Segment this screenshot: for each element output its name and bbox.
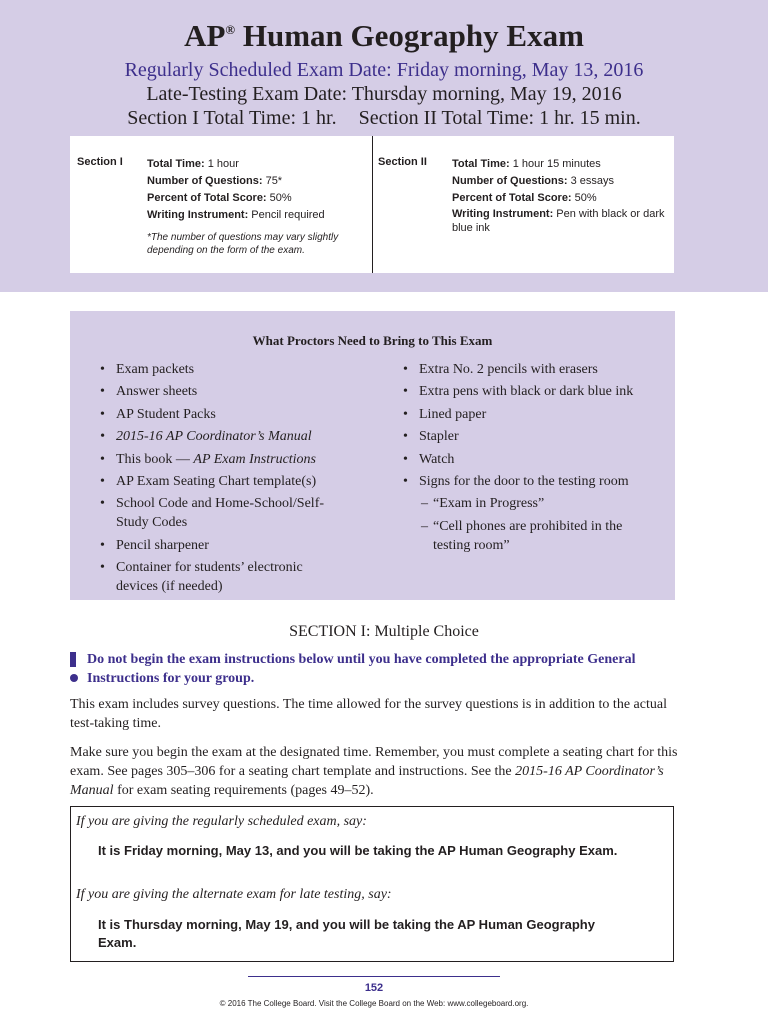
list-item: • AP Exam Seating Chart template(s) xyxy=(100,472,350,491)
say-script-box xyxy=(70,806,674,962)
say-text-late: It is Thursday morning, May 19, and you will be taking the AP Human Geography Exam. xyxy=(98,917,595,950)
title-ap: AP xyxy=(184,18,226,53)
list-item: • Stapler xyxy=(403,427,673,446)
list-item: • Pencil sharpener xyxy=(100,536,350,555)
section2-percent-row: Percent of Total Score: 50% xyxy=(452,192,597,204)
list-item: • 2015-16 AP Coordinator’s Manual xyxy=(100,427,350,446)
footer-divider xyxy=(248,976,500,977)
section1-note: *The number of questions may vary slightly depending on the form of the exam. xyxy=(147,232,339,256)
list-item: • Answer sheets xyxy=(100,382,350,401)
list-subitem: – “Cell phones are prohibited in the testing room” xyxy=(421,518,623,553)
section1-total-time: Section I Total Time: 1 hr. xyxy=(127,107,337,129)
list-item: • AP Student Packs xyxy=(100,405,350,424)
list-item: • Extra No. 2 pencils with erasers xyxy=(403,360,673,379)
section2-instrument-row: Writing Instrument: Pen with black or dark blue ink xyxy=(452,208,665,234)
say-intro-regular: If you are giving the regularly scheduled exam, say: xyxy=(76,814,367,829)
section-info-box xyxy=(70,136,674,273)
list-item: • Watch xyxy=(403,450,673,469)
list-item: • Signs for the door to the testing room xyxy=(403,472,673,491)
notice-bar-icon xyxy=(70,652,76,667)
late-exam-date: Late-Testing Exam Date: Thursday morning, May 19, 2016 xyxy=(146,83,622,105)
list-subitem: – “Exam in Progress” xyxy=(421,496,545,512)
registered-mark: ® xyxy=(225,22,236,37)
list-item: • Lined paper xyxy=(403,405,673,424)
proctor-list-left xyxy=(100,360,350,600)
list-item: • Extra pens with black or dark blue ink xyxy=(403,382,673,401)
list-item: • Exam packets xyxy=(100,360,350,379)
proctor-checklist-title: What Proctors Need to Bring to This Exam xyxy=(252,333,493,348)
section2-label: Section II xyxy=(378,156,427,168)
say-text-regular: It is Friday morning, May 13, and you will be taking the AP Human Geography Exam. xyxy=(98,843,618,858)
section-heading: SECTION I: Multiple Choice xyxy=(289,623,479,640)
section1-total-time-row: Total Time: 1 hour xyxy=(147,158,239,170)
page-number: 152 xyxy=(364,982,384,994)
proctor-list-right xyxy=(403,360,673,558)
list-item: • This book — AP Exam Instructions xyxy=(100,450,350,469)
survey-paragraph: This exam includes survey questions. The time allowed for the survey questions is in addition to the actual test-taking time. xyxy=(70,697,667,731)
say-intro-late: If you are giving the alternate exam for late testing, say: xyxy=(76,887,392,902)
copyright-notice: © 2016 The College Board. Visit the College Board on the Web: www.collegeboard.org. xyxy=(219,999,529,1008)
list-item: • Container for students’ electronic devices (if needed) xyxy=(100,558,348,596)
section2-questions-row: Number of Questions: 3 essays xyxy=(452,175,614,187)
section1-details xyxy=(147,156,369,257)
section2-total-time: Section II Total Time: 1 hr. 15 min. xyxy=(358,107,641,129)
section1-percent-row: Percent of Total Score: 50% xyxy=(147,192,292,204)
notice-text: Do not begin the exam instructions below until you have completed the appropriate General Instructions for your group. xyxy=(87,652,636,686)
seating-paragraph: Make sure you begin the exam at the designated time. Remember, you must complete a seating chart for this exam. See pages 305–306 for a seating chart template and instructions. See the 2015-16 AP Coordinator’s Manual for exam seating requirements (pages 49–52). xyxy=(70,745,678,798)
notice-dot-icon xyxy=(70,674,78,682)
title-rest: Human Geography Exam xyxy=(235,18,584,53)
instruction-notice xyxy=(70,650,680,688)
section1-questions-row: Number of Questions: 75* xyxy=(147,175,283,187)
section1-instrument-row: Writing Instrument: Pencil required xyxy=(147,209,325,221)
proctor-checklist-box xyxy=(70,311,675,600)
section1-label: Section I xyxy=(77,156,123,168)
page-title xyxy=(0,18,768,54)
section-divider xyxy=(372,136,373,273)
list-item: • School Code and Home-School/Self-Study Codes xyxy=(100,494,348,532)
header-band xyxy=(0,0,768,292)
section2-total-time-row: Total Time: 1 hour 15 minutes xyxy=(452,158,601,170)
regular-exam-date: Regularly Scheduled Exam Date: Friday morning, May 13, 2016 xyxy=(124,59,644,81)
section2-details xyxy=(452,156,667,235)
total-times xyxy=(0,107,768,130)
